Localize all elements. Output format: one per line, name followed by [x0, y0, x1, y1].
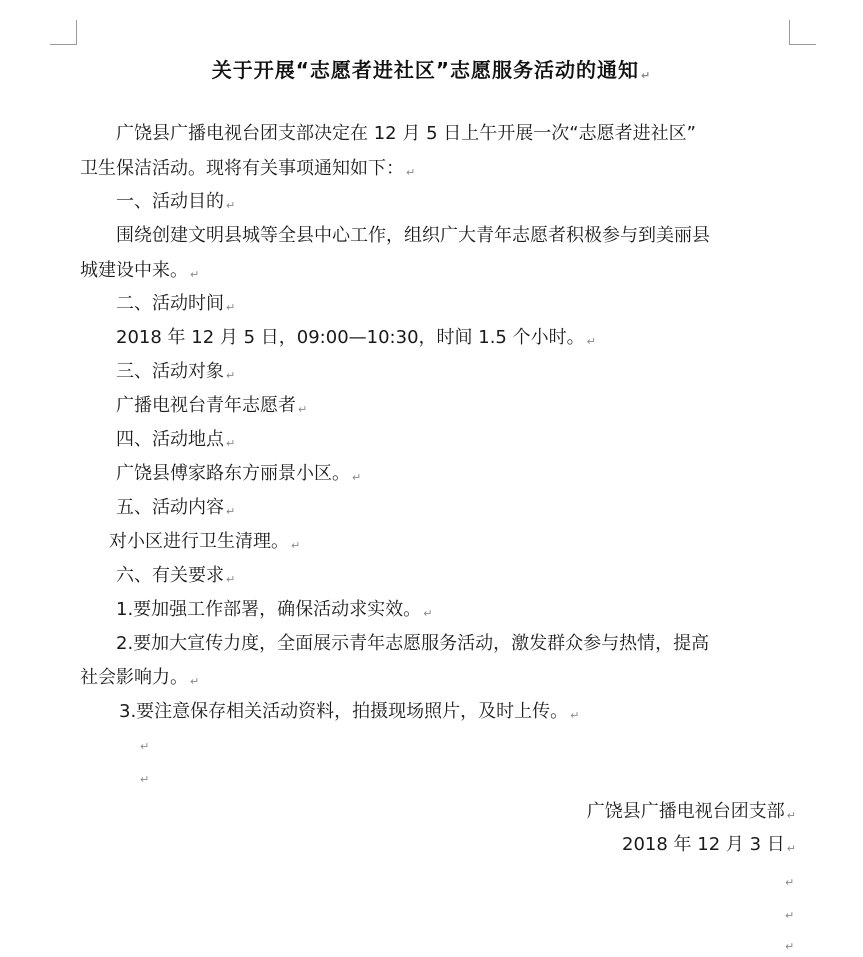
- section-1-body-line-1: 围绕创建文明县城等全县中心工作，组织广大青年志愿者积极参与到美丽县: [116, 225, 710, 246]
- paragraph-mark-icon: ↵: [352, 471, 362, 484]
- paragraph-mark-icon: ↵: [226, 301, 236, 314]
- document-title: [0, 54, 863, 83]
- title-text: 关于开展“志愿者进社区”志愿服务活动的通知: [211, 58, 640, 82]
- empty-paragraph-mark-icon: ↵: [785, 909, 795, 922]
- paragraph-mark-icon: ↵: [226, 505, 236, 518]
- paragraph-mark-icon: ↵: [786, 842, 796, 855]
- paragraph-mark-icon: ↵: [641, 69, 652, 82]
- section-2-heading: 二、活动时间 ↵: [116, 293, 236, 314]
- paragraph-mark-icon: ↵: [298, 403, 308, 416]
- paragraph-mark-icon: ↵: [226, 437, 236, 450]
- intro-line-2: 卫生保洁活动。现将有关事项通知如下： ↵: [80, 158, 416, 179]
- paragraph-mark-icon: ↵: [423, 607, 433, 620]
- crop-mark-top-right: [789, 20, 816, 45]
- paragraph-mark-icon: ↵: [226, 573, 236, 586]
- intro-line-1: 广饶县广播电视台团支部决定在 12 月 5 日上午开展一次“志愿者进社区”: [116, 123, 696, 144]
- section-5-body: 对小区进行卫生清理。 ↵: [109, 531, 301, 552]
- section-4-body: 广饶县傅家路东方丽景小区。 ↵: [116, 463, 362, 484]
- paragraph-mark-icon: ↵: [226, 369, 236, 382]
- section-6-heading: 六、有关要求 ↵: [116, 565, 236, 586]
- paragraph-mark-icon: ↵: [786, 809, 796, 822]
- crop-mark-top-left: [50, 20, 77, 45]
- empty-paragraph-mark-icon: ↵: [140, 740, 150, 753]
- paragraph-mark-icon: ↵: [406, 166, 416, 179]
- paragraph-mark-icon: ↵: [291, 539, 301, 552]
- section-4-heading: 四、活动地点 ↵: [116, 429, 236, 450]
- signature-date: 2018 年 12 月 3 日 ↵: [622, 834, 796, 855]
- empty-paragraph-mark-icon: ↵: [785, 940, 795, 953]
- empty-paragraph-mark-icon: ↵: [785, 876, 795, 889]
- section-1-body-line-2: 城建设中来。 ↵: [80, 260, 200, 281]
- requirement-item-1: 1.要加强工作部署，确保活动求实效。 ↵: [116, 599, 433, 620]
- requirement-item-2-line-2: 社会影响力。 ↵: [80, 667, 200, 688]
- section-2-body: 2018 年 12 月 5 日，09:00—10:30，时间 1.5 个小时。 ↵: [116, 327, 596, 348]
- section-5-heading: 五、活动内容 ↵: [116, 497, 236, 518]
- paragraph-mark-icon: ↵: [190, 268, 200, 281]
- section-3-heading: 三、活动对象 ↵: [116, 361, 236, 382]
- section-3-body: 广播电视台青年志愿者 ↵: [116, 395, 308, 416]
- paragraph-mark-icon: ↵: [226, 199, 236, 212]
- signature-org: 广饶县广播电视台团支部 ↵: [586, 801, 796, 822]
- paragraph-mark-icon: ↵: [586, 335, 596, 348]
- paragraph-mark-icon: ↵: [570, 709, 580, 722]
- requirement-item-2-line-1: 2.要加大宣传力度，全面展示青年志愿服务活动，激发群众参与热情，提高: [116, 633, 710, 654]
- empty-paragraph-mark-icon: ↵: [140, 773, 150, 786]
- section-1-heading: 一、活动目的 ↵: [116, 191, 236, 212]
- paragraph-mark-icon: ↵: [190, 675, 200, 688]
- requirement-item-3: 3.要注意保存相关活动资料，拍摄现场照片，及时上传。 ↵: [119, 701, 580, 722]
